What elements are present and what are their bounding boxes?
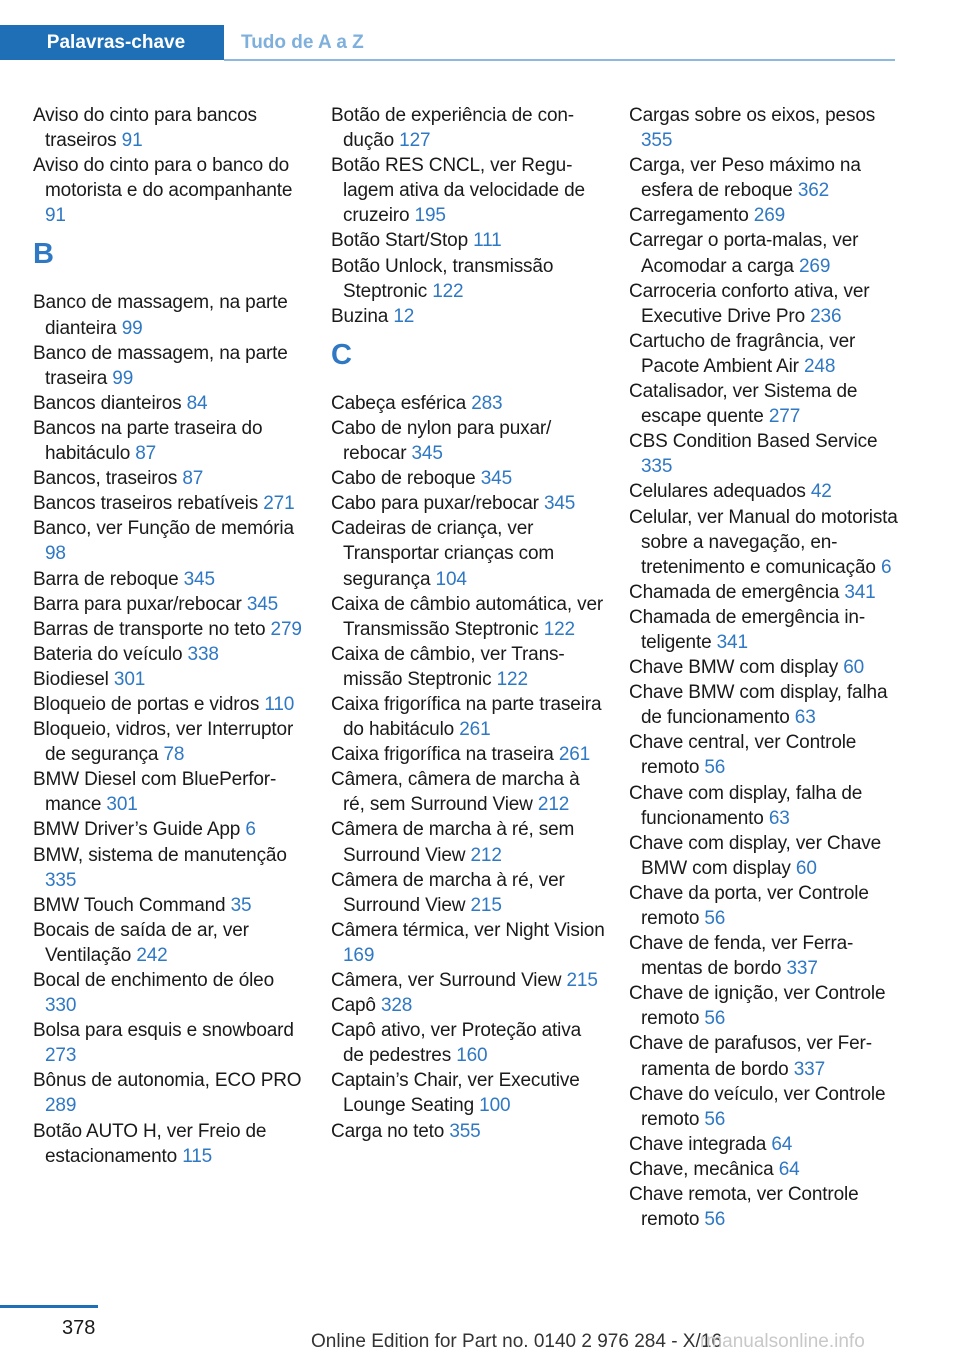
index-entry	[331, 466, 606, 491]
index-entry	[33, 290, 308, 340]
index-entry	[629, 781, 904, 831]
index-entry	[331, 742, 606, 767]
index-entry-term: Chave de fenda, ver Ferramentas de bordo	[629, 933, 854, 980]
index-entry-page-link[interactable]: 328	[380, 995, 413, 1017]
index-entry-term: Chave BMW com display	[629, 657, 839, 679]
index-entry-term: BMW Driver’s Guide App	[33, 819, 241, 841]
index-entry-term: Catalisador, ver Sistema de escape quente	[629, 381, 858, 428]
index-entry-page-link[interactable]: 279	[270, 618, 302, 640]
index-entry-term: Caixa de câmbio, ver Transmissão Steptronic	[331, 643, 565, 690]
edition-text: Online Edition for Part no. 0140 2 976 284 - X/16	[311, 1331, 722, 1352]
index-entry-term: Chave com display, ver Chave BMW com display	[629, 832, 882, 879]
index-entry-page-link[interactable]: 91	[45, 205, 66, 227]
index-entry-page-link[interactable]: 87	[135, 443, 157, 465]
index-entry-page-link[interactable]: 6	[245, 819, 256, 841]
index-entry-page-link[interactable]: 335	[45, 869, 77, 891]
index-entry	[629, 1082, 904, 1132]
index-entry-term: Carga no teto	[331, 1120, 445, 1142]
index-entry	[629, 881, 904, 931]
index-entry-term: Chave da porta, ver Controle remoto	[629, 882, 869, 929]
index-entry	[33, 1068, 308, 1118]
index-entry-term: Cadeiras de criança, ver Transportar crianças com segurança	[331, 518, 555, 590]
index-entry-page-link[interactable]: 355	[641, 130, 673, 152]
index-entry	[331, 304, 606, 329]
index-entry-term: Bocal de enchimento de óleo	[33, 970, 275, 991]
index-entry	[331, 1119, 606, 1144]
index-entry	[629, 831, 904, 881]
index-entry-term: Bateria do veículo	[33, 643, 183, 665]
index-entry-term: Bancos, traseiros	[33, 468, 178, 490]
index-entry-term: Carregamento	[629, 205, 749, 227]
tab-tudo-de-a-a-z-label: Tudo de A a Z	[241, 31, 364, 53]
index-entry-term: Câmera de marcha à ré, sem Surround View	[331, 819, 575, 866]
index-entry-page-link[interactable]: 271	[263, 493, 295, 515]
index-entry-page-link[interactable]: 63	[768, 807, 790, 829]
index-column-3	[629, 103, 904, 1232]
index-entry-page-link[interactable]: 91	[121, 130, 143, 152]
index-entry-term: Captain’s Chair, ver Executive Lounge Seating	[331, 1070, 580, 1117]
index-entry	[331, 1068, 606, 1118]
index-entry	[331, 491, 606, 516]
section-letter: B	[33, 238, 54, 271]
index-entry-page-link[interactable]: 78	[163, 744, 185, 766]
index-entry-term: Botão de experiência de condução	[331, 105, 575, 152]
index-entry-page-link[interactable]: 60	[843, 657, 865, 679]
index-entry-term: Chave central, ver Controle remoto	[629, 732, 857, 779]
index-entry-term: Chave com display, falha de funcionamento	[629, 782, 863, 829]
index-entry	[629, 153, 904, 203]
index-entry-page-link[interactable]: 215	[470, 894, 502, 916]
index-entry	[33, 667, 308, 692]
index-entry-page-link[interactable]: 160	[456, 1045, 488, 1067]
index-entry	[629, 605, 904, 655]
index-entry	[629, 103, 904, 153]
index-entry-page-link[interactable]: 212	[470, 844, 502, 866]
index-entry	[629, 228, 904, 278]
index-entry	[33, 103, 308, 153]
index-entry	[629, 730, 904, 780]
index-entry-page-link[interactable]: 169	[343, 944, 375, 966]
index-entry-term: Caixa frigorífica na traseira	[331, 744, 554, 766]
index-entry	[33, 466, 308, 491]
index-entry	[33, 893, 308, 918]
index-entry-page-link[interactable]: 269	[799, 255, 831, 277]
index-entry-page-link[interactable]: 111	[473, 230, 502, 252]
index-entry-page-link[interactable]: 345	[183, 568, 215, 590]
index-entry	[33, 843, 308, 893]
index-entry-page-link[interactable]: 115	[182, 1145, 213, 1167]
index-entry-page-link[interactable]: 87	[182, 468, 204, 490]
index-entry-term: Chave remota, ver Controle remoto	[629, 1184, 859, 1231]
index-entry	[331, 103, 606, 153]
index-entry	[331, 254, 606, 304]
header-divider	[224, 59, 895, 61]
index-entry	[33, 1018, 308, 1068]
index-entry	[331, 817, 606, 867]
index-entry-page-link[interactable]: 341	[716, 631, 748, 653]
index-entry-term: BMW, sistema de manutenção	[33, 844, 287, 866]
index-entry-term: Bônus de autonomia, ECO PRO	[33, 1070, 302, 1092]
index-entry-term: Câmera térmica, ver Night Vision	[331, 919, 605, 941]
index-entry-term: Capô	[331, 995, 376, 1017]
index-entry	[629, 479, 904, 504]
index-entry-page-link[interactable]: 127	[399, 130, 431, 152]
index-entry-page-link[interactable]: 56	[704, 1008, 726, 1030]
index-entry-page-link[interactable]: 301	[106, 794, 138, 816]
index-entry-page-link[interactable]: 122	[432, 280, 464, 302]
index-entry-term: Botão RES CNCL, ver Regulagem ativa da velocidade de cruzeiro	[331, 155, 585, 227]
index-entry-page-link[interactable]: 283	[471, 392, 503, 414]
index-entry	[331, 228, 606, 253]
page-number: 378	[62, 1317, 96, 1339]
index-entry-term: Bancos na parte traseira do habitáculo	[33, 417, 263, 465]
index-entry	[331, 968, 606, 993]
index-entry-page-link[interactable]: 269	[753, 205, 786, 227]
index-entry	[331, 918, 606, 968]
index-entry-page-link[interactable]: 330	[45, 995, 77, 1017]
footer-divider	[0, 1305, 98, 1308]
index-entry	[629, 931, 904, 981]
index-entry	[331, 868, 606, 918]
index-entry-page-link[interactable]: 277	[768, 406, 801, 428]
index-entry-term: Câmera, ver Surround View	[331, 970, 562, 991]
index-entry-page-link[interactable]: 84	[186, 392, 208, 414]
index-entry-page-link[interactable]: 12	[393, 305, 415, 327]
page-header	[0, 25, 895, 62]
index-entry	[629, 203, 904, 228]
index-entry-term: Cargas sobre os eixos, pesos	[629, 105, 876, 126]
index-entry	[629, 379, 904, 429]
index-entry-page-link[interactable]: 104	[435, 568, 467, 590]
tab-palavras-chave-label: Palavras-chave	[46, 31, 186, 53]
index-entry-page-link[interactable]: 355	[449, 1120, 481, 1142]
index-entry	[33, 592, 308, 617]
index-entry-page-link[interactable]: 345	[543, 493, 576, 515]
index-entry-page-link[interactable]: 212	[537, 794, 570, 816]
index-entry-term: Bancos dianteiros	[33, 392, 182, 414]
index-entry	[33, 153, 308, 228]
index-entry-page-link[interactable]: 56	[704, 1108, 726, 1130]
index-entry-term: Chave BMW com display, falha de funcionamento	[629, 682, 888, 729]
index-entry-page-link[interactable]: 99	[112, 367, 134, 389]
index-entry	[33, 968, 308, 1018]
index-entry-page-link[interactable]: 341	[844, 581, 876, 603]
index-entry	[629, 1031, 904, 1081]
index-entry-term: Chave integrada	[629, 1133, 767, 1155]
index-entry	[33, 341, 308, 391]
index-entry	[33, 817, 308, 842]
index-entry-term: Barras de transporte no teto	[33, 618, 266, 640]
index-entry-page-link[interactable]: 64	[778, 1158, 800, 1180]
index-entry	[629, 655, 904, 680]
index-entry	[331, 692, 606, 742]
index-entry-term: Cabo de nylon para puxar/ rebocar	[331, 417, 552, 465]
index-entry-term: Botão AUTO H, ver Freio de estacionamento	[33, 1120, 267, 1167]
index-entry-term: Bloqueio, vidros, ver Interruptor de segurança	[33, 719, 294, 766]
index-entry-term: Banco de massagem, na parte dianteira	[33, 292, 288, 339]
index-entry	[629, 329, 904, 379]
index-entry	[629, 1182, 904, 1232]
watermark: rmanualsonline.info	[700, 1331, 865, 1352]
index-entry-page-link[interactable]: 345	[480, 468, 512, 490]
index-entry-page-link[interactable]: 242	[136, 944, 168, 966]
index-column-1	[33, 103, 308, 1169]
index-entry	[33, 918, 308, 968]
index-entry-term: Carroceria conforto ativa, ver Executive Drive Pro	[629, 280, 870, 327]
index-entry-term: Caixa frigorífica na parte traseira do habitáculo	[331, 693, 602, 741]
index-entry-page-link[interactable]: 195	[414, 205, 446, 227]
index-entry	[629, 580, 904, 605]
index-entry	[33, 1119, 308, 1169]
index-entry	[331, 993, 606, 1018]
index-entry	[33, 516, 308, 566]
index-entry-page-link[interactable]: 35	[230, 894, 252, 916]
index-entry-page-link[interactable]: 345	[411, 443, 443, 465]
index-entry-page-link[interactable]: 110	[264, 693, 295, 715]
index-entry-page-link[interactable]: 56	[704, 1209, 726, 1231]
index-entry	[33, 416, 308, 466]
index-entry-term: Câmera, câmera de marcha à ré, sem Surround View	[331, 769, 580, 816]
index-entry-term: Bloqueio de portas e vidros	[33, 693, 260, 715]
index-entry-term: Aviso do cinto para o banco do motorista e do acompanhante	[33, 155, 293, 202]
index-entry	[33, 717, 308, 767]
index-entry	[331, 391, 606, 416]
index-entry-term: Botão Unlock, transmissão Steptronic	[331, 255, 554, 302]
index-entry-page-link[interactable]: 338	[187, 643, 219, 665]
index-entry	[629, 981, 904, 1031]
index-entry	[33, 767, 308, 817]
index-entry	[331, 1018, 606, 1068]
index-entry-page-link[interactable]: 301	[113, 668, 146, 690]
index-entry-term: Chave do veículo, ver Controle remoto	[629, 1083, 886, 1130]
index-entry-page-link[interactable]: 99	[121, 317, 143, 339]
index-entry	[33, 391, 308, 416]
index-entry	[33, 692, 308, 717]
index-entry-term: CBS Condition Based Service	[629, 431, 878, 453]
index-entry-term: BMW Touch Command	[33, 894, 226, 916]
index-entry-page-link[interactable]: 337	[786, 958, 818, 980]
index-entry-page-link[interactable]: 345	[246, 593, 279, 615]
index-entry-page-link[interactable]: 122	[496, 668, 528, 690]
index-entry-page-link[interactable]: 100	[479, 1095, 511, 1117]
index-entry	[33, 642, 308, 667]
index-entry-term: Carga, ver Peso máximo na esfera de reboque	[629, 155, 861, 202]
index-entry-term: Bolsa para esquis e snowboard	[33, 1020, 294, 1042]
index-entry-term: Cabo para puxar/rebocar	[331, 493, 539, 515]
index-entry	[331, 642, 606, 692]
index-entry-page-link[interactable]: 362	[797, 180, 830, 202]
index-entry-page-link[interactable]: 64	[771, 1133, 793, 1155]
index-entry	[33, 567, 308, 592]
section-letter: C	[331, 338, 352, 371]
index-entry-page-link[interactable]: 248	[803, 355, 836, 377]
index-entry-term: Cartucho de fragrância, ver Pacote Ambient Air	[629, 330, 856, 377]
index-entry-term: Buzina	[331, 305, 389, 327]
index-column-2	[331, 103, 606, 1144]
index-entry-term: Câmera de marcha à ré, ver Surround View	[331, 869, 565, 916]
index-entry-page-link[interactable]: 335	[641, 456, 673, 478]
index-entry-page-link[interactable]: 98	[45, 543, 66, 565]
index-entry-page-link[interactable]: 261	[459, 719, 491, 741]
index-entry-term: Chave, mecânica	[629, 1158, 774, 1180]
index-entry-term: Chave de parafusos, ver Ferramenta de bordo	[629, 1033, 873, 1080]
index-entry-term: Aviso do cinto para bancos traseiros	[33, 105, 257, 152]
index-entry-page-link[interactable]: 337	[793, 1058, 825, 1080]
index-entry-term: Barra para puxar/rebocar	[33, 593, 242, 615]
index-entry-page-link[interactable]: 56	[704, 757, 726, 779]
index-entry-term: Capô ativo, ver Proteção ativa de pedestres	[331, 1020, 582, 1067]
index-entry-page-link[interactable]: 289	[45, 1095, 77, 1117]
index-entry-term: Banco de massagem, na parte traseira	[33, 342, 288, 389]
index-entry-page-link[interactable]: 122	[543, 618, 575, 640]
index-entry	[629, 505, 904, 580]
index-entry	[331, 767, 606, 817]
index-entry-page-link[interactable]: 42	[810, 481, 832, 503]
index-entry-term: Banco, ver Função de memória	[33, 518, 294, 540]
index-entry-term: Bocais de saída de ar, ver Ventilação	[33, 919, 249, 966]
index-entry-page-link[interactable]: 6	[880, 556, 892, 578]
index-entry-term: Celular, ver Manual do motorista sobre a navegação, entretenimento e comunicação	[629, 506, 898, 578]
index-entry-page-link[interactable]: 273	[45, 1045, 77, 1067]
index-entry	[629, 429, 904, 479]
index-entry-term: Bancos traseiros rebatíveis	[33, 493, 259, 515]
index-entry-term: Caixa de câmbio automática, ver Transmissão Steptronic	[331, 593, 604, 640]
index-entry-term: Chave de ignição, ver Controle remoto	[629, 983, 886, 1030]
index-entry	[331, 416, 606, 466]
index-entry	[331, 516, 606, 591]
index-entry-page-link[interactable]: 63	[794, 707, 816, 729]
index-entry-term: Cabeça esférica	[331, 392, 467, 414]
index-entry-term: Celulares adequados	[629, 481, 806, 503]
tab-tudo-de-a-a-z[interactable]	[241, 25, 364, 60]
index-entry-page-link[interactable]: 261	[558, 744, 591, 766]
index-entry-page-link[interactable]: 236	[810, 305, 842, 327]
index-entry	[331, 153, 606, 228]
index-entry-term: Chamada de emergência	[629, 581, 840, 603]
index-entry-term: BMW Diesel com BluePerformance	[33, 769, 277, 816]
index-entry	[33, 491, 308, 516]
index-entry-term: Cabo de reboque	[331, 468, 476, 490]
index-entry-page-link[interactable]: 215	[566, 970, 598, 991]
index-entry-term: Carregar o porta-malas, ver Acomodar a carga	[629, 230, 859, 277]
index-entry-page-link[interactable]: 60	[795, 857, 817, 879]
index-entry-page-link[interactable]: 56	[704, 908, 726, 929]
index-entry	[331, 592, 606, 642]
tab-palavras-chave[interactable]	[0, 25, 224, 60]
index-entry	[629, 1132, 904, 1157]
index-entry	[629, 680, 904, 730]
index-entry	[629, 279, 904, 329]
index-entry-term: Biodiesel	[33, 668, 109, 690]
index-entry-term: Botão Start/Stop	[331, 230, 469, 252]
index-entry	[629, 1157, 904, 1182]
index-entry	[33, 617, 308, 642]
index-entry-term: Chamada de emergência inteligente	[629, 606, 866, 653]
index-entry-term: Barra de reboque	[33, 568, 179, 590]
